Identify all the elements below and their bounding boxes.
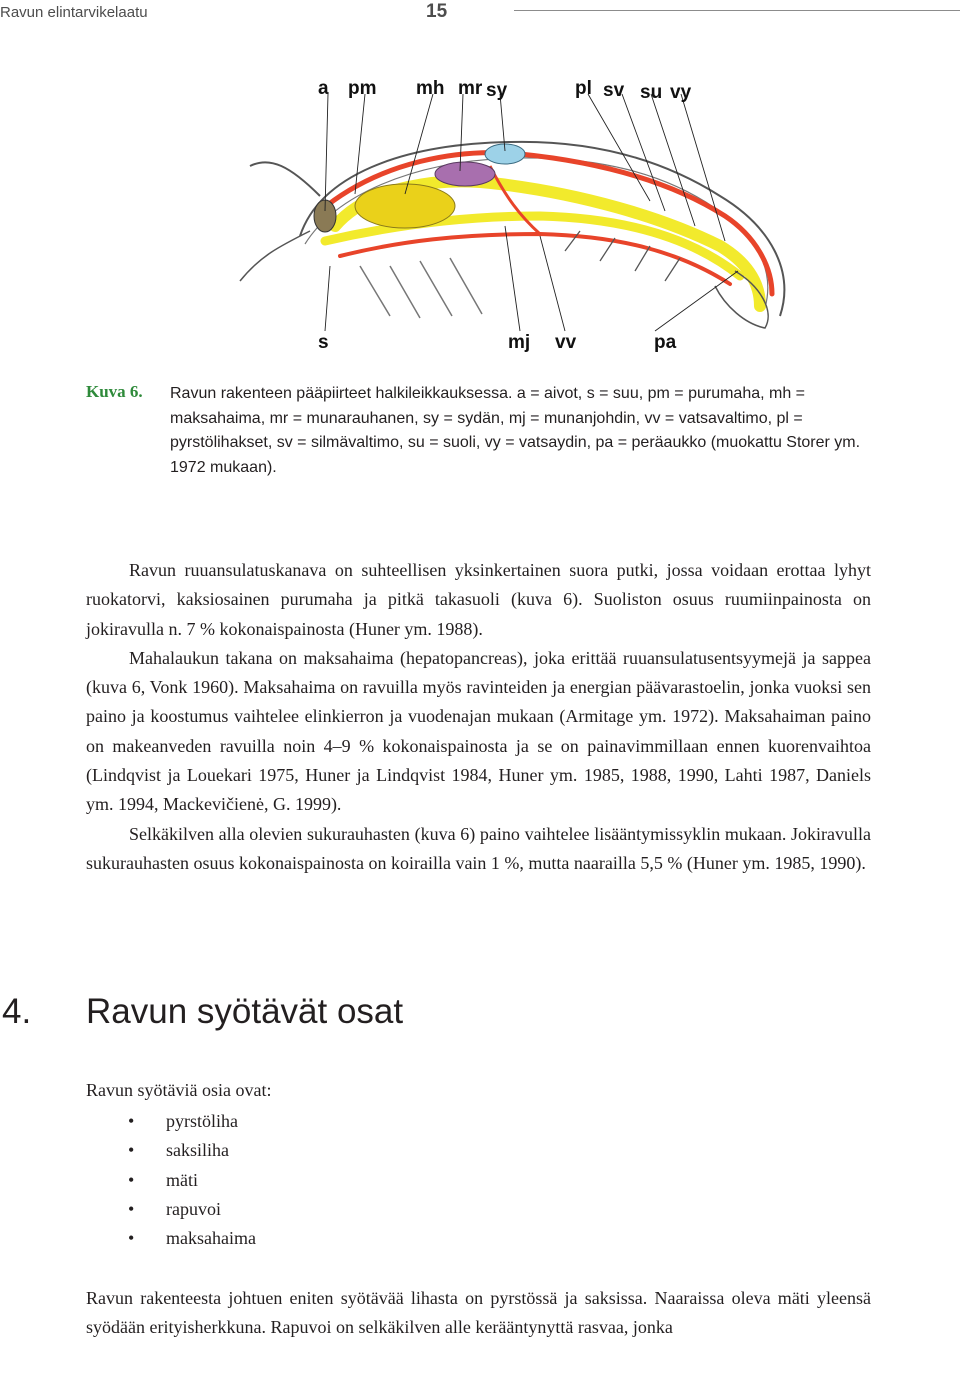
antenna-2 bbox=[240, 231, 310, 281]
edible-parts-list bbox=[86, 1107, 256, 1253]
running-title: Ravun elintarvikelaatu bbox=[0, 4, 148, 21]
figure-label-mh: mh bbox=[416, 78, 445, 99]
caption-label: Kuva 6. bbox=[86, 382, 143, 401]
walking-legs bbox=[360, 258, 482, 318]
list-item: • mäti bbox=[86, 1166, 256, 1195]
figure-label-s: s bbox=[318, 332, 329, 353]
header-rule bbox=[514, 10, 960, 11]
figure-label-a: a bbox=[318, 78, 329, 99]
section-heading bbox=[2, 992, 403, 1032]
artery-branch bbox=[490, 166, 540, 234]
crayfish-anatomy-figure bbox=[160, 66, 860, 366]
section-title: Ravun syötävät osat bbox=[86, 992, 404, 1031]
crayfish-diagram bbox=[160, 66, 860, 366]
list-item: • rapuvoi bbox=[86, 1195, 256, 1224]
list-intro: Ravun syötäviä osia ovat: bbox=[86, 1080, 272, 1100]
figure-label-pl: pl bbox=[575, 78, 592, 99]
figure-label-vv: vv bbox=[555, 332, 577, 353]
bullet-icon: • bbox=[128, 1228, 135, 1249]
figure-label-mj: mj bbox=[508, 332, 531, 353]
bullet-icon: • bbox=[128, 1198, 135, 1219]
figure-label-vy: vy bbox=[670, 82, 692, 103]
paragraph: Mahalaukun takana on maksahaima (hepatopancreas), joka erittää ruuansulatusentsyymejä ja sappea (kuva 6, Vonk 1960). Maksahaima on ravuilla myös ravinteiden ja energian päävarastoelin, jonka vuoksi sen paino ja koostumus vaihtelee elinkierron ja vuodenajan mukaan (Armitage ym. 1972). Maksahaiman paino on makeanveden ravuilla noin 4–9 % kokonaispainosta ja se on painavimmillaan ennen kuorenvaihtoa (Lindqvist ja Louekari 1975, Huner ja Lindqvist 1984, Huner ym. 1985, 1988, 1990, Lahti 1987, Daniels ym. 1994, Mackevičienė, G. 1999). bbox=[86, 647, 871, 815]
bullet-icon: • bbox=[128, 1111, 135, 1131]
gonad-shape bbox=[435, 162, 495, 186]
caption-text: Ravun rakenteen pääpiirteet halkileikkauksessa. a = aivot, s = suu, pm = purumaha, mh = maksahaima, mr = munarauhanen, sy = sydän, mj = munanjohdin, vv = vatsavaltimo, pl = pyrstölihakset, sv = silmävaltimo, su = suoli, vy = vatsaydin, pa = peräaukko (muokattu Storer ym. 1972 mukaan). bbox=[170, 385, 861, 476]
figure-label-pa: pa bbox=[654, 332, 677, 353]
figure-label-pm: pm bbox=[348, 78, 377, 99]
body-text bbox=[86, 556, 871, 878]
bullet-icon: • bbox=[128, 1140, 135, 1161]
page-number: 15 bbox=[426, 1, 448, 22]
list-item: • saksiliha bbox=[86, 1136, 256, 1165]
section-number: 4. bbox=[2, 992, 32, 1031]
bullet-icon: • bbox=[128, 1169, 135, 1190]
list-item: • maksahaima bbox=[86, 1224, 256, 1253]
liver-shape bbox=[355, 184, 455, 228]
paragraph: Ravun ruuansulatuskanava on suhteellisen yksinkertainen suora putki, jossa voidaan erottaa lyhyt ruokatorvi, kaksiosainen purumaha ja pitkä takasuoli (kuva 6). Suoliston osuus ruumiinpainosta on jokiravulla n. 7 % kokonaispainosta (Huner ym. 1988). bbox=[86, 560, 871, 639]
antenna bbox=[250, 162, 320, 196]
figure-label-sy: sy bbox=[486, 80, 508, 101]
list-item: • pyrstöliha bbox=[86, 1107, 256, 1136]
figure-label-sv: sv bbox=[603, 80, 625, 101]
paragraph: Selkäkilven alla olevien sukurauhasten (kuva 6) paino vaihtelee lisääntymissyklin mukaan. Jokiravulla sukurauhasten osuus kokonaispainosta on koirailla vain 1 %, mutta naarailla 5,5 % (Huner ym. 1985, 1990). bbox=[86, 823, 871, 873]
figure-label-su: su bbox=[640, 82, 663, 103]
closing-paragraph: Ravun rakenteesta johtuen eniten syötävää lihasta on pyrstössä ja saksissa. Naaraissa oleva mäti yleensä syödään erityisherkkuna. Rapuvoi on selkäkilven alle kerääntynyttä rasvaa, jonka bbox=[86, 1288, 871, 1338]
figure-label-mr: mr bbox=[458, 78, 483, 99]
